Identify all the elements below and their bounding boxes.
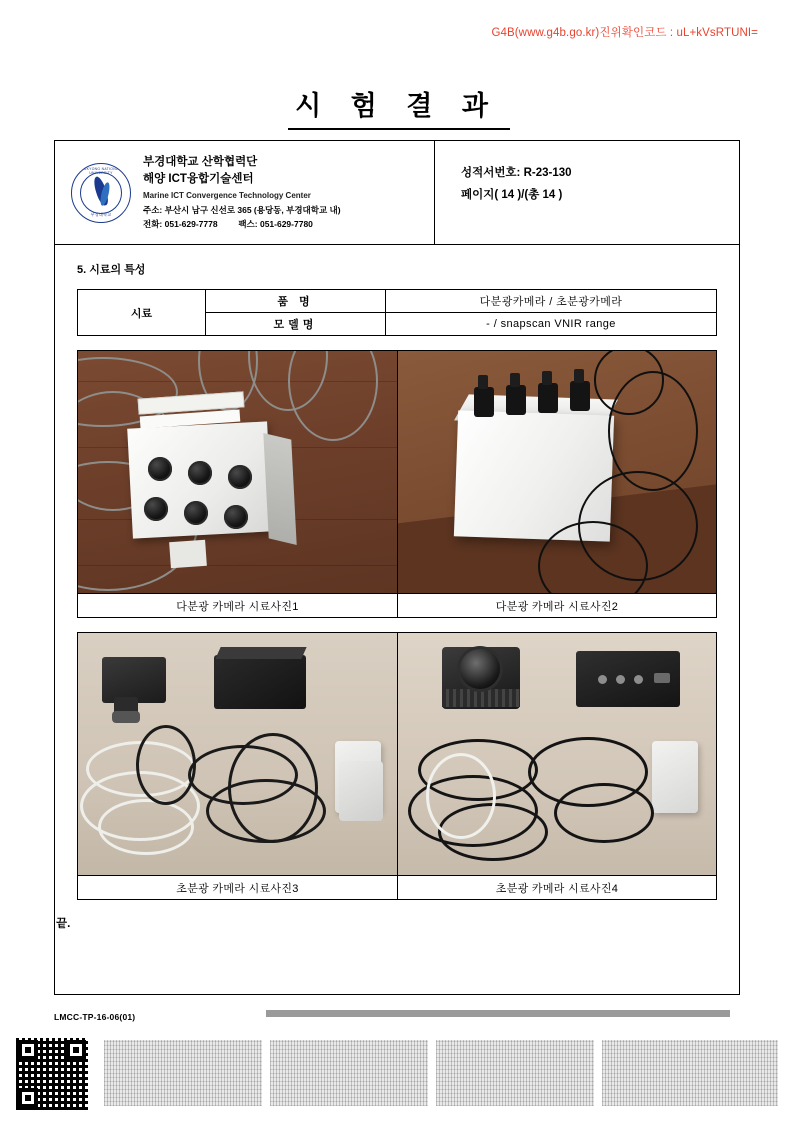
report-header — [55, 141, 739, 245]
barcode-strip-3 — [436, 1040, 594, 1106]
connector-3 — [538, 383, 558, 413]
connector-2 — [506, 385, 526, 415]
photo-cell-2 — [397, 351, 716, 617]
report-number: 성적서번호: R-23-130 — [461, 167, 572, 179]
photo-row — [78, 351, 716, 617]
org-contact — [143, 218, 341, 230]
org-address: 주소: 부산시 남구 신선로 365 (용당동, 부경대학교 내) — [143, 205, 341, 216]
page-number: 페이지( 14 )/(총 14 ) — [461, 188, 563, 201]
org-name-line1: 부경대학교 산학협력단 — [143, 156, 258, 169]
qr-code-icon — [16, 1038, 88, 1110]
camera-housing-side — [263, 433, 296, 545]
cable-plug — [169, 540, 207, 568]
camera-body-large-top — [215, 647, 306, 659]
lens-6 — [224, 505, 248, 529]
organization-block — [55, 141, 435, 244]
barcode-strip-1 — [104, 1040, 262, 1106]
camera-heat-fins — [442, 689, 520, 707]
spec-key-model: 모델명 — [206, 313, 386, 336]
photo-cell-3 — [78, 633, 397, 899]
spec-value-name: 다분광카메라 / 초분광카메라 — [386, 290, 717, 313]
footer-rule — [266, 1010, 730, 1017]
end-of-document-mark: 끝. — [56, 918, 71, 930]
sample-spec-table — [77, 289, 717, 336]
form-code: LMCC-TP-16-06(01) — [54, 1012, 136, 1022]
photo-image-multispectral-1 — [78, 351, 397, 593]
phone-label: 전화: — [143, 219, 163, 230]
lens-2 — [188, 461, 212, 485]
photo-image-hyperspectral-3 — [78, 633, 397, 875]
phone-value: 051-629-7778 — [164, 219, 218, 230]
spec-row-label: 시료 — [78, 290, 206, 336]
photo-image-multispectral-2 — [398, 351, 716, 593]
panel-port — [654, 673, 670, 683]
lens-4 — [144, 497, 168, 521]
report-frame — [54, 140, 740, 995]
logo-ring-bottom-text: 부경대학교 — [90, 212, 112, 217]
section-title: 5. 시료의 특성 — [77, 264, 146, 276]
photo-caption-2: 다분광 카메라 시료사진2 — [398, 593, 716, 617]
panel-knob-1 — [598, 675, 607, 684]
verification-watermark: G4B(www.g4b.go.kr)진위확인코드 : uL+kVsRTUNI= — [491, 27, 758, 39]
photo-block-multispectral — [77, 350, 717, 618]
qr-finder-top-right — [66, 1040, 86, 1060]
report-meta-block — [435, 141, 739, 244]
connector-1 — [474, 387, 494, 417]
fax-label: 팩스: — [238, 219, 258, 230]
photo-block-hyperspectral — [77, 632, 717, 900]
page-title: 시 험 결 과 — [295, 91, 499, 121]
power-adapter — [652, 741, 698, 813]
org-name-line2: 해양 ICT융합기술센터 — [143, 172, 254, 185]
organization-lines — [143, 154, 341, 231]
lens-5 — [184, 501, 208, 525]
org-name-english: Marine ICT Convergence Technology Center — [143, 190, 311, 200]
barcode-strip-4 — [602, 1040, 778, 1106]
photo-row — [78, 633, 716, 899]
panel-knob-3 — [634, 675, 643, 684]
barcode-strip-2 — [270, 1040, 428, 1106]
camera-body-large — [214, 655, 306, 709]
connector-4 — [570, 381, 590, 411]
qr-finder-top-left — [18, 1040, 38, 1060]
qr-finder-bottom-left — [18, 1088, 38, 1108]
lens-1 — [148, 457, 172, 481]
photo-cell-4 — [397, 633, 716, 899]
logo-ring-top-text: PUKYONG NATIONAL UNIVERSITY — [81, 166, 121, 175]
panel-knob-2 — [616, 675, 625, 684]
photo-caption-3: 초분광 카메라 시료사진3 — [78, 875, 397, 899]
photo-caption-4: 초분광 카메라 시료사진4 — [398, 875, 716, 899]
title-underline — [288, 128, 510, 130]
camera-lens-ring — [112, 711, 140, 723]
lens-3 — [228, 465, 252, 489]
spec-value-model: - / snapscan VNIR range — [386, 313, 717, 336]
university-logo-icon — [71, 163, 131, 223]
table-row — [78, 290, 717, 313]
camera-rear-panel — [576, 651, 680, 707]
photo-caption-1: 다분광 카메라 시료사진1 — [78, 593, 397, 617]
photo-image-hyperspectral-4 — [398, 633, 716, 875]
photo-cell-1 — [78, 351, 397, 617]
camera-lens — [460, 649, 500, 689]
fax-value: 051-629-7780 — [259, 219, 313, 230]
spec-key-name: 품 명 — [206, 290, 386, 313]
power-adapter-2 — [339, 761, 383, 821]
